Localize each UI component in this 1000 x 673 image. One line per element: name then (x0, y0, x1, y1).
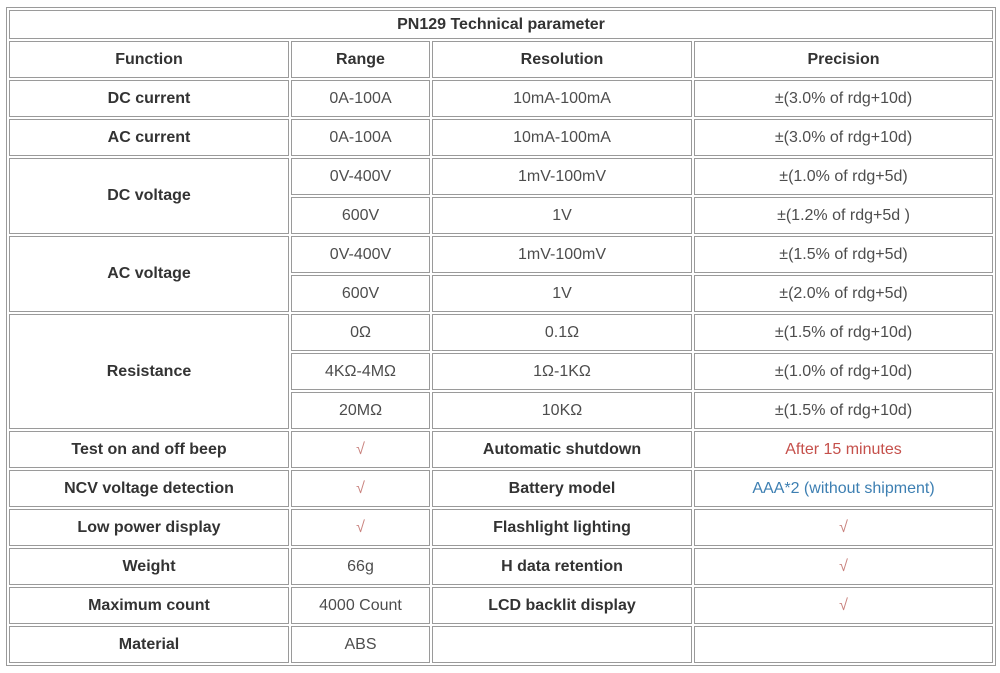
ac-voltage-high-precision: ±(2.0% of rdg+5d) (694, 275, 993, 312)
resistance-1-resolution: 0.1Ω (432, 314, 692, 351)
ac-voltage-low-precision: ±(1.5% of rdg+5d) (694, 236, 993, 273)
table-title: PN129 Technical parameter (9, 10, 993, 39)
row-weight-retention (9, 548, 993, 585)
column-header-resolution: Resolution (432, 41, 692, 78)
ac-current-range: 0A-100A (291, 119, 430, 156)
row-ac-current (9, 119, 993, 156)
dc-voltage-low-precision: ±(1.0% of rdg+5d) (694, 158, 993, 195)
ncv-check-mark: √ (291, 470, 430, 507)
resistance-3-range: 20MΩ (291, 392, 430, 429)
resistance-3-resolution: 10KΩ (432, 392, 692, 429)
max-count-label: Maximum count (9, 587, 289, 624)
low-power-check-mark: √ (291, 509, 430, 546)
flashlight-check-mark: √ (694, 509, 993, 546)
beep-label: Test on and off beep (9, 431, 289, 468)
low-power-label: Low power display (9, 509, 289, 546)
ncv-label: NCV voltage detection (9, 470, 289, 507)
row-lowpower-flashlight (9, 509, 993, 546)
data-retention-check-mark: √ (694, 548, 993, 585)
dc-current-resolution: 10mA-100mA (432, 80, 692, 117)
resistance-1-range: 0Ω (291, 314, 430, 351)
material-label: Material (9, 626, 289, 663)
ac-voltage-high-resolution: 1V (432, 275, 692, 312)
row-ac-voltage-low (9, 236, 993, 273)
column-header-row (9, 41, 993, 78)
max-count-value: 4000 Count (291, 587, 430, 624)
weight-value: 66g (291, 548, 430, 585)
resistance-2-range: 4KΩ-4MΩ (291, 353, 430, 390)
row-resistance-1 (9, 314, 993, 351)
dc-voltage-low-range: 0V-400V (291, 158, 430, 195)
auto-shutdown-label: Automatic shutdown (432, 431, 692, 468)
row-ncv-battery (9, 470, 993, 507)
empty-cell-2 (694, 626, 993, 663)
row-dc-current (9, 80, 993, 117)
ac-current-label: AC current (9, 119, 289, 156)
dc-current-label: DC current (9, 80, 289, 117)
table-title-row (9, 10, 993, 39)
resistance-1-precision: ±(1.5% of rdg+10d) (694, 314, 993, 351)
data-retention-label: H data retention (432, 548, 692, 585)
dc-current-precision: ±(3.0% of rdg+10d) (694, 80, 993, 117)
lcd-backlit-check-mark: √ (694, 587, 993, 624)
column-header-function: Function (9, 41, 289, 78)
dc-voltage-low-resolution: 1mV-100mV (432, 158, 692, 195)
column-header-precision: Precision (694, 41, 993, 78)
dc-voltage-high-resolution: 1V (432, 197, 692, 234)
empty-cell-1 (432, 626, 692, 663)
resistance-3-precision: ±(1.5% of rdg+10d) (694, 392, 993, 429)
ac-current-resolution: 10mA-100mA (432, 119, 692, 156)
row-beep-shutdown (9, 431, 993, 468)
row-dc-voltage-low (9, 158, 993, 195)
material-value: ABS (291, 626, 430, 663)
column-header-range: Range (291, 41, 430, 78)
row-maxcount-backlit (9, 587, 993, 624)
dc-voltage-high-precision: ±(1.2% of rdg+5d ) (694, 197, 993, 234)
battery-model-label: Battery model (432, 470, 692, 507)
ac-voltage-low-range: 0V-400V (291, 236, 430, 273)
row-material (9, 626, 993, 663)
resistance-label: Resistance (9, 314, 289, 429)
ac-voltage-high-range: 600V (291, 275, 430, 312)
battery-model-value: AAA*2 (without shipment) (694, 470, 993, 507)
dc-voltage-label: DC voltage (9, 158, 289, 234)
dc-current-range: 0A-100A (291, 80, 430, 117)
resistance-2-precision: ±(1.0% of rdg+10d) (694, 353, 993, 390)
dc-voltage-high-range: 600V (291, 197, 430, 234)
technical-parameter-table (6, 7, 996, 666)
beep-check-mark: √ (291, 431, 430, 468)
weight-label: Weight (9, 548, 289, 585)
auto-shutdown-value: After 15 minutes (694, 431, 993, 468)
ac-voltage-low-resolution: 1mV-100mV (432, 236, 692, 273)
ac-voltage-label: AC voltage (9, 236, 289, 312)
ac-current-precision: ±(3.0% of rdg+10d) (694, 119, 993, 156)
flashlight-label: Flashlight lighting (432, 509, 692, 546)
resistance-2-resolution: 1Ω-1KΩ (432, 353, 692, 390)
lcd-backlit-label: LCD backlit display (432, 587, 692, 624)
